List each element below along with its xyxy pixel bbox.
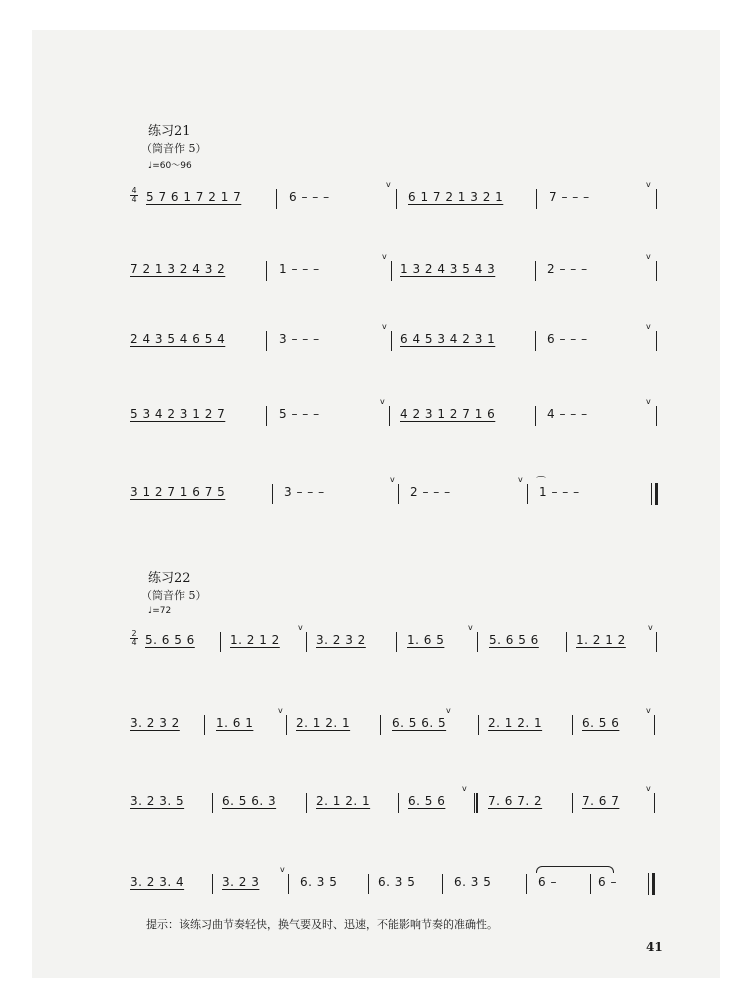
measure: 3. 2 3 — [222, 875, 260, 889]
measure: 4 2 3 1 2 7 1 6 — [400, 407, 496, 421]
ex22-line-4 — [32, 865, 720, 899]
breath-mark: v — [646, 706, 651, 715]
measure: 5. 6 5 6 — [145, 633, 195, 647]
breath-mark: v — [646, 784, 651, 793]
measure: 6 – – – — [547, 332, 588, 346]
breath-mark: v — [298, 623, 303, 632]
ex22-line-3 — [32, 784, 720, 818]
breath-mark: v — [646, 322, 651, 331]
measure: 1 – – – — [279, 262, 320, 276]
breath-mark: v — [646, 180, 651, 189]
exercise-21-title: 练习21 — [148, 124, 191, 139]
measure: 1 3 2 4 3 5 4 3 — [400, 262, 496, 276]
time-bottom: 4 — [131, 638, 137, 647]
time-bottom: 4 — [131, 195, 137, 204]
breath-mark: v — [518, 475, 523, 484]
measure: 6 4 5 3 4 2 3 1 — [400, 332, 496, 346]
measure: 7. 6 7. 2 — [488, 794, 543, 808]
ex21-line-3 — [32, 322, 720, 356]
score-page — [32, 30, 720, 978]
measure: 6. 5 6 — [582, 716, 620, 730]
exercise-22-title: 练习22 — [148, 571, 191, 586]
breath-mark: v — [446, 706, 451, 715]
measure: 6 – – – — [289, 190, 330, 204]
breath-mark: v — [646, 252, 651, 261]
measure: 3. 2 3. 4 — [130, 875, 185, 889]
measure: 3 – – – — [279, 332, 320, 346]
measure: 1. 6 5 — [407, 633, 445, 647]
measure: 1 – – – — [539, 485, 580, 499]
breath-mark: v — [278, 706, 283, 715]
measure: 2. 1 2. 1 — [488, 716, 543, 730]
measure: 6. 3 5 — [454, 875, 492, 889]
measure: 6 – — [598, 875, 617, 889]
ex22-line-1 — [32, 623, 720, 657]
measure: 2. 1 2. 1 — [316, 794, 371, 808]
measure: 3 – – – — [284, 485, 325, 499]
measure: 2. 1 2. 1 — [296, 716, 351, 730]
double-barline — [474, 793, 478, 813]
ex21-line-5 — [32, 475, 720, 509]
breath-mark: v — [648, 623, 653, 632]
fermata: ⌒ — [536, 477, 546, 488]
exercise-22-tempo: ♩=72 — [148, 606, 172, 616]
measure: 6. 5 6. 5 — [392, 716, 447, 730]
measure: 7 – – – — [549, 190, 590, 204]
ex21-line-4 — [32, 397, 720, 431]
breath-mark: v — [390, 475, 395, 484]
breath-mark: v — [386, 180, 391, 189]
measure: 6 1 7 2 1 3 2 1 — [408, 190, 504, 204]
measure: 1. 6 1 — [216, 716, 254, 730]
time-top: 2 — [131, 629, 137, 638]
measure: 5. 6 5 6 — [489, 633, 539, 647]
tie-arc — [536, 866, 614, 873]
exercise-21-key: （筒音作 5） — [141, 142, 207, 155]
measure: 3. 2 3 2 — [130, 716, 180, 730]
measure: 7 2 1 3 2 4 3 2 — [130, 262, 226, 276]
measure: 2 – – – — [547, 262, 588, 276]
exercise-21-tempo: ♩=60～96 — [148, 161, 192, 171]
breath-mark: v — [382, 252, 387, 261]
measure: 5 – – – — [279, 407, 320, 421]
final-barline — [651, 483, 658, 505]
measure: 6. 3 5 — [378, 875, 416, 889]
ex22-line-2 — [32, 706, 720, 740]
breath-mark: v — [646, 397, 651, 406]
measure: 6 – — [538, 875, 557, 889]
tip-text: 提示：该练习曲节奏轻快，换气要及时、迅速，不能影响节奏的准确性。 — [146, 918, 498, 931]
breath-mark: v — [468, 623, 473, 632]
measure: 7. 6 7 — [582, 794, 620, 808]
measure: 5 7 6 1 7 2 1 7 — [146, 190, 242, 204]
measure: 6. 5 6 — [408, 794, 446, 808]
breath-mark: v — [380, 397, 385, 406]
measure: 4 – – – — [547, 407, 588, 421]
page-number: 41 — [646, 940, 663, 954]
measure: 3. 2 3. 5 — [130, 794, 185, 808]
exercise-22-key: （筒音作 5） — [141, 589, 207, 602]
measure: 6. 3 5 — [300, 875, 338, 889]
measure: 5 3 4 2 3 1 2 7 — [130, 407, 226, 421]
measure: 3 1 2 7 1 6 7 5 — [130, 485, 226, 499]
measure: 3. 2 3 2 — [316, 633, 366, 647]
ex21-line-1 — [32, 180, 720, 214]
final-barline — [648, 873, 655, 895]
breath-mark: v — [382, 322, 387, 331]
measure: 1. 2 1 2 — [576, 633, 626, 647]
measure: 1. 2 1 2 — [230, 633, 280, 647]
measure: 2 – – – — [410, 485, 451, 499]
breath-mark: v — [280, 865, 285, 874]
measure: 2 4 3 5 4 6 5 4 — [130, 332, 226, 346]
measure: 6. 5 6. 3 — [222, 794, 277, 808]
time-top: 4 — [131, 186, 137, 195]
breath-mark: v — [462, 784, 467, 793]
ex21-line-2 — [32, 252, 720, 286]
